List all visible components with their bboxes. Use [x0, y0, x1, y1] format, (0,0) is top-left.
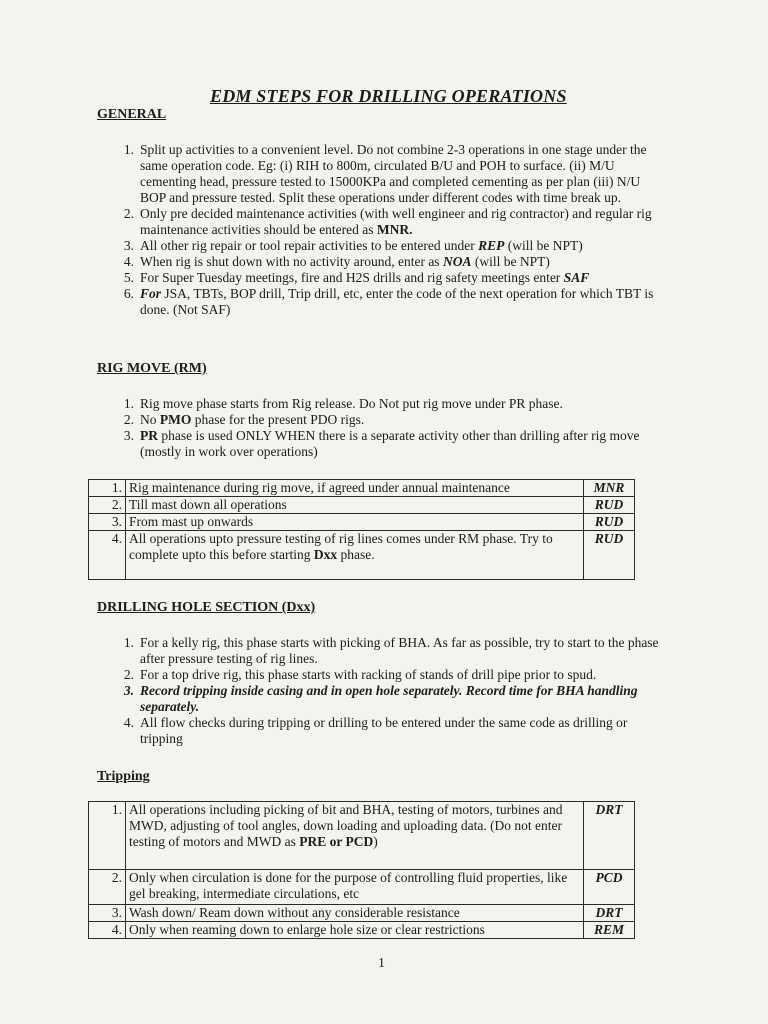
text-run: From mast up onwards: [129, 514, 254, 529]
text-run: PR: [140, 428, 158, 443]
row-number: 2.: [89, 870, 126, 905]
list-item: [118, 428, 663, 460]
text-run: SAF: [563, 270, 590, 285]
text-run: All flow checks during tripping or drilling to be entered under the same code as drilling or tripping: [140, 715, 628, 746]
section-heading-general: GENERAL: [97, 107, 167, 122]
row-code: RUD: [584, 497, 635, 514]
list-item-number: 4.: [123, 254, 134, 269]
text-run: All operations including picking of bit and BHA, testing of motors, turbines and MWD, adjusting of tool angles, down loading and uploading data. (Do not enter testing of motors and MWD as: [129, 802, 563, 849]
text-run: Dxx: [313, 547, 338, 562]
list-item-number: 1.: [123, 396, 134, 411]
list-item: [118, 270, 663, 286]
row-number: 4.: [89, 922, 126, 939]
section-heading-rig-move: RIG MOVE (RM): [97, 361, 207, 376]
row-description: [126, 497, 584, 514]
text-run: For: [140, 286, 162, 301]
list-item-number: 4.: [123, 715, 134, 730]
row-description: [126, 514, 584, 531]
tripping-table: [88, 801, 635, 939]
text-run: All other rig repair or tool repair activities to be entered under: [140, 238, 479, 253]
list-item-number: 3.: [123, 683, 134, 698]
table-row: [89, 905, 635, 922]
row-number: 1.: [89, 802, 126, 870]
table-row: [89, 922, 635, 939]
table-row: [89, 514, 635, 531]
text-run: (will be NPT): [504, 238, 583, 253]
list-item-number: 2.: [123, 667, 134, 682]
row-description: [126, 922, 584, 939]
text-run: phase is used ONLY WHEN there is a separate activity other than drilling after rig move (mostly in work over operations): [140, 428, 640, 459]
list-item-number: 1.: [123, 142, 134, 157]
row-number: 2.: [89, 497, 126, 514]
section-heading-tripping: Tripping: [97, 769, 150, 784]
text-run: JSA, TBTs, BOP drill, Trip drill, etc, enter the code of the next operation for which TBT is done. (Not SAF): [140, 286, 654, 317]
rig-move-table: [88, 479, 635, 580]
section-heading-drilling: DRILLING HOLE SECTION (Dxx): [97, 600, 316, 615]
text-run: PMO: [159, 412, 192, 427]
text-run: Only pre decided maintenance activities (with well engineer and rig contractor) and regular rig maintenance activities should be entered as: [140, 206, 652, 237]
row-description: [126, 905, 584, 922]
table-row: [89, 802, 635, 870]
row-description: [126, 480, 584, 497]
list-item: [118, 396, 663, 412]
row-code: PCD: [584, 870, 635, 905]
list-item-number: 3.: [123, 428, 134, 443]
text-run: phase.: [337, 547, 375, 562]
list-item: [118, 286, 663, 318]
list-item-number: 1.: [123, 635, 134, 650]
row-code: RUD: [584, 514, 635, 531]
text-run: When rig is shut down with no activity around, enter as: [140, 254, 443, 269]
list-item: [118, 715, 663, 747]
list-item-number: 6.: [123, 286, 134, 301]
text-run: NOA: [442, 254, 472, 269]
row-code: DRT: [584, 905, 635, 922]
list-item-number: 2.: [123, 206, 134, 221]
text-run: ): [373, 834, 378, 849]
text-run: For a kelly rig, this phase starts with picking of BHA. As far as possible, try to start to the phase after pressure testing of rig lines.: [140, 635, 659, 666]
text-run: Only when reaming down to enlarge hole size or clear restrictions: [129, 922, 485, 937]
list-item: [118, 667, 663, 683]
list-item: [118, 683, 663, 715]
text-run: Rig maintenance during rig move, if agreed under annual maintenance: [129, 480, 510, 495]
text-run: Record tripping inside casing and in open hole separately. Record time for BHA handling separately.: [140, 683, 638, 714]
list-item: [118, 412, 663, 428]
text-run: For a top drive rig, this phase starts with racking of stands of drill pipe prior to spud.: [140, 667, 597, 682]
document-title: EDM STEPS FOR DRILLING OPERATIONS: [210, 86, 567, 106]
row-number: 1.: [89, 480, 126, 497]
text-run: For Super Tuesday meetings, fire and H2S drills and rig safety meetings enter: [140, 270, 564, 285]
row-code: MNR: [584, 480, 635, 497]
text-run: No: [140, 412, 160, 427]
drilling-list: [118, 635, 663, 747]
text-run: MNR.: [376, 222, 413, 237]
general-list: [118, 142, 663, 318]
row-code: REM: [584, 922, 635, 939]
list-item-number: 3.: [123, 238, 134, 253]
list-item: [118, 238, 663, 254]
list-item-number: 5.: [123, 270, 134, 285]
text-run: Till mast down all operations: [129, 497, 287, 512]
list-item: [118, 206, 663, 238]
row-number: 3.: [89, 514, 126, 531]
text-run: Rig move phase starts from Rig release. Do Not put rig move under PR phase.: [140, 396, 563, 411]
row-description: [126, 531, 584, 580]
page-number: 1: [378, 956, 385, 971]
row-description: [126, 870, 584, 905]
text-run: Only when circulation is done for the purpose of controlling fluid properties, like gel breaking, intermediate circulations, etc: [129, 870, 568, 901]
text-run: (will be NPT): [471, 254, 550, 269]
list-item-number: 2.: [123, 412, 134, 427]
row-number: 3.: [89, 905, 126, 922]
text-run: All operations upto pressure testing of rig lines comes under RM phase. Try to complete upto this before starting: [129, 531, 553, 562]
text-run: Wash down/ Ream down without any considerable resistance: [129, 905, 460, 920]
row-number: 4.: [89, 531, 126, 580]
table-row: [89, 480, 635, 497]
table-row: [89, 531, 635, 580]
list-item: [118, 142, 663, 206]
list-item: [118, 635, 663, 667]
row-code: DRT: [584, 802, 635, 870]
list-item: [118, 254, 663, 270]
row-description: [126, 802, 584, 870]
rig-move-list: [118, 396, 663, 460]
text-run: Split up activities to a convenient level. Do not combine 2-3 operations in one stage under the same operation code. Eg: (i) RIH to 800m, circulated B/U and POH to surface. (ii) M/U cementing head, pressure tested to 15000KPa and completed cementing as per plan (iii) N/U BOP and pressure tested. Split these operations under different codes with time break up.: [140, 142, 647, 205]
text-run: REP: [478, 238, 505, 253]
text-run: phase for the present PDO rigs.: [191, 412, 365, 427]
table-row: [89, 870, 635, 905]
row-code: RUD: [584, 531, 635, 580]
text-run: PRE or PCD: [299, 834, 374, 849]
table-row: [89, 497, 635, 514]
